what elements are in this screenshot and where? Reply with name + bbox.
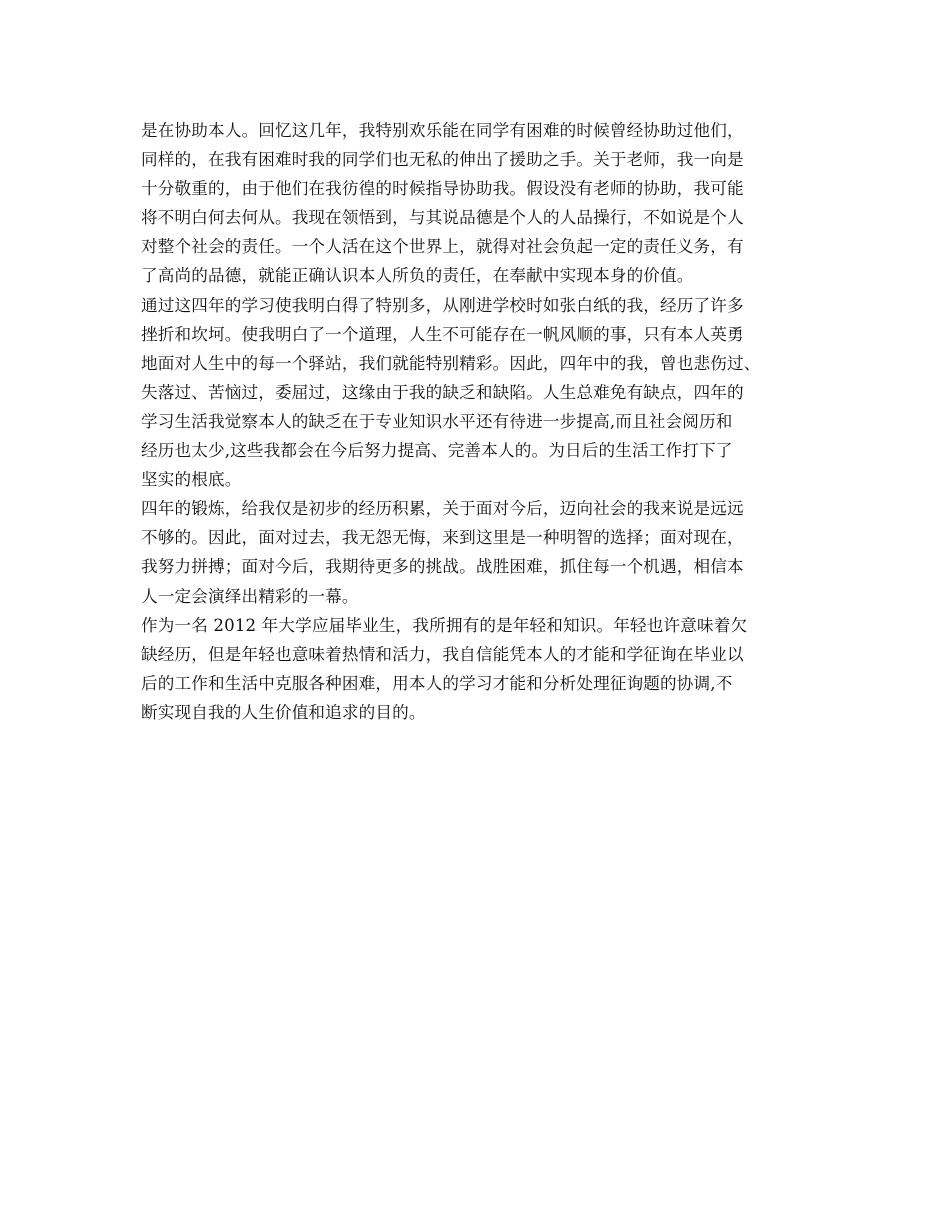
text-line: 将不明白何去何从。我现在领悟到，与其说品德是个人的人品操行，不如说是个人 bbox=[141, 208, 744, 228]
text-line: 是在协助本人。回忆这几年，我特别欢乐能在同学有困难的时候曾经协助过他们， bbox=[141, 121, 744, 140]
paragraph-1 bbox=[141, 116, 831, 291]
text-line: 地面对人生中的每一个驿站，我们就能特别精彩。因此，四年中的我，曾也悲伤过、 bbox=[141, 353, 761, 373]
text-line: 同样的，在我有困难时我的同学们也无私的伸出了援助之手。关于老师，我一向是 bbox=[141, 150, 744, 170]
text-line: 不够的。因此，面对过去，我无怨无悔，来到这里是一种明智的选择；面对现在， bbox=[141, 528, 744, 548]
text-line: 四年的锻炼，给我仅是初步的经历积累，关于面对今后，迈向社会的我来说是远远 bbox=[141, 499, 744, 519]
text-line: 作为一名 2012 年大学应届毕业生，我所拥有的是年轻和知识。年轻也许意味着欠 bbox=[141, 615, 748, 635]
text-line: 了高尚的品德，就能正确认识本人所负的责任，在奉献中实现本身的价值。 bbox=[141, 266, 694, 286]
text-line: 学习生活我觉察本人的缺乏在于专业知识水平还有待进一步提高,而且社会阅历和 bbox=[141, 411, 733, 431]
text-line: 对整个社会的责任。一个人活在这个世界上，就得对社会负起一定的责任义务，有 bbox=[141, 237, 744, 257]
paragraph-2 bbox=[141, 291, 831, 495]
text-line: 十分敬重的，由于他们在我彷徨的时候指导协助我。假设没有老师的协助，我可能 bbox=[141, 179, 744, 199]
text-line: 失落过、苦恼过，委屈过，这缘由于我的缺乏和缺陷。人生总难免有缺点，四年的 bbox=[141, 382, 744, 402]
text-line: 断实现自我的人生价值和追求的目的。 bbox=[141, 702, 426, 722]
text-line: 经历也太少,这些我都会在今后努力提高、完善本人的。为日后的生活工作打下了 bbox=[141, 441, 733, 461]
paragraph-4 bbox=[141, 611, 831, 727]
text-line: 人一定会演绎出精彩的一幕。 bbox=[141, 586, 359, 606]
text-line: 后的工作和生活中克服各种困难，用本人的学习才能和分析处理征询题的协调,不 bbox=[141, 673, 733, 693]
text-line: 坚实的根底。 bbox=[141, 470, 242, 490]
text-line: 通过这四年的学习使我明白得了特别多，从刚进学校时如张白纸的我，经历了许多 bbox=[141, 295, 744, 315]
paragraph-3 bbox=[141, 494, 831, 610]
text-line: 我努力拼搏；面对今后，我期待更多的挑战。战胜困难，抓住每一个机遇，相信本 bbox=[141, 557, 744, 577]
document-body bbox=[141, 116, 831, 727]
text-line: 缺经历，但是年轻也意味着热情和活力，我自信能凭本人的才能和学征询在毕业以 bbox=[141, 644, 744, 664]
text-line: 挫折和坎坷。使我明白了一个道理，人生不可能存在一帆风顺的事，只有本人英勇 bbox=[141, 324, 744, 344]
